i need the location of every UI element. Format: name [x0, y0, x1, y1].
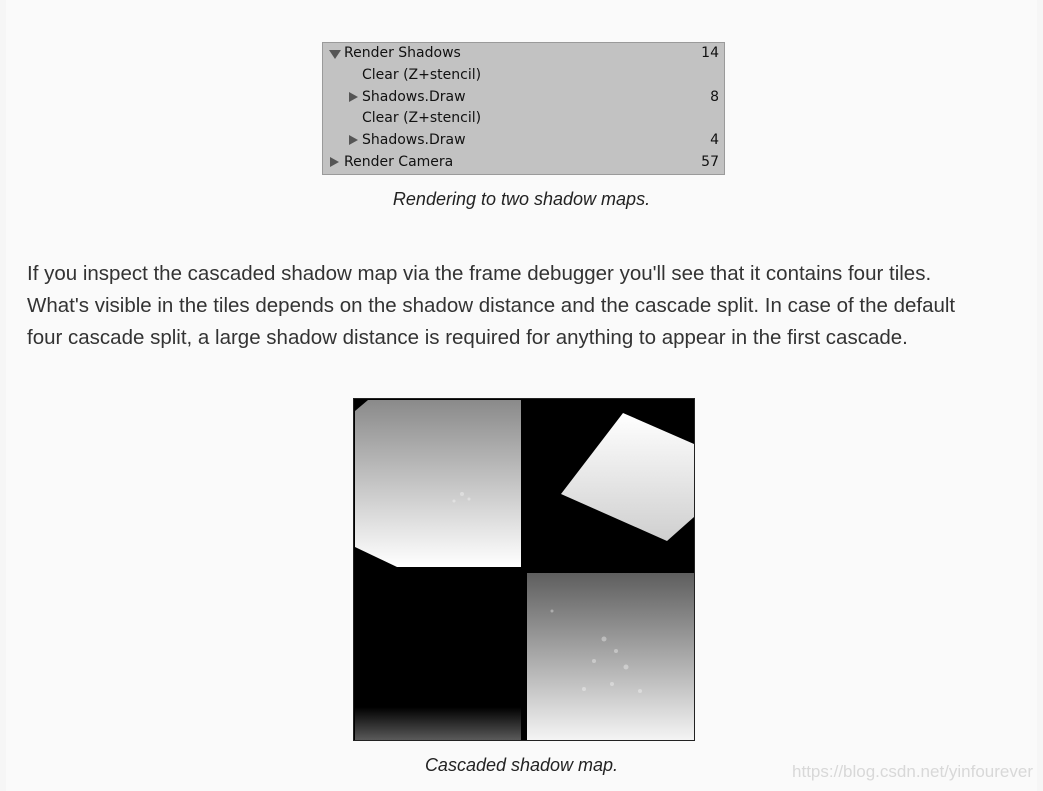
triangle-right-icon [347, 130, 361, 151]
triangle-down-icon [328, 43, 342, 64]
paragraph-line: What's visible in the tiles depends on the shadow distance and the cascade split. In case of the default [27, 294, 956, 317]
fd-row-count: 57 [701, 154, 719, 170]
fd-row-count: 14 [701, 45, 719, 61]
paragraph-line: If you inspect the cascaded shadow map via the frame debugger you'll see that it contains four tiles. [27, 262, 932, 285]
shadow-map-tiles [354, 399, 694, 740]
fd-row-label: Shadows.Draw [362, 89, 466, 105]
fd-row-render-shadows [323, 43, 724, 64]
cascade-tile-3 [355, 707, 521, 740]
fd-row-label: Shadows.Draw [362, 132, 466, 148]
fd-row-label: Render Camera [344, 154, 454, 170]
body-paragraph [27, 258, 1027, 354]
fd-row-count: 8 [710, 89, 719, 105]
triangle-right-icon [347, 87, 361, 108]
cascade-tile-1 [355, 400, 521, 567]
cascaded-shadow-map-image [353, 398, 695, 741]
fd-row-count: 4 [710, 132, 719, 148]
fd-row-label: Clear (Z+stencil) [362, 110, 482, 126]
watermark: https://blog.csdn.net/yinfourever [792, 762, 1033, 781]
cascade-tile-4 [527, 573, 694, 740]
fd-row-clear [323, 108, 724, 129]
figure-caption: Cascaded shadow map. [424, 755, 619, 775]
figure-caption: Rendering to two shadow maps. [392, 189, 651, 209]
fd-row-label: Render Shadows [344, 45, 461, 61]
triangle-right-icon [328, 152, 342, 173]
fd-row-clear [323, 65, 724, 86]
paragraph-line: four cascade split, a large shadow distance is required for anything to appear in the first cascade. [27, 326, 908, 349]
frame-debugger-panel [322, 42, 725, 175]
fd-row-shadows-draw [323, 130, 724, 151]
fd-row-render-camera [323, 152, 724, 173]
fd-row-shadows-draw [323, 87, 724, 108]
fd-row-label: Clear (Z+stencil) [362, 67, 482, 83]
